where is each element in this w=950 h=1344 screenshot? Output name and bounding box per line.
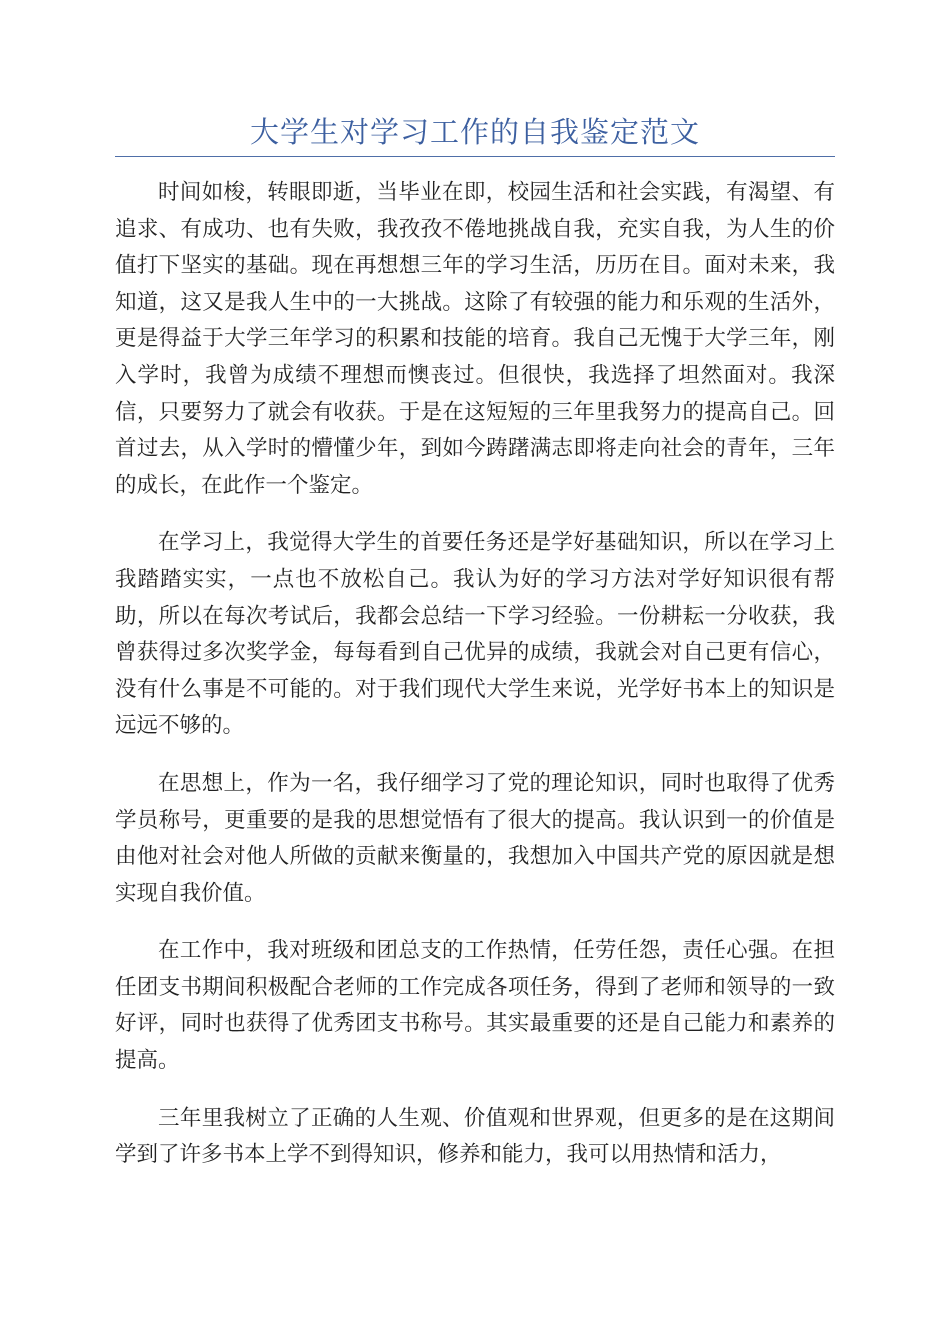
document-title: 大学生对学习工作的自我鉴定范文	[249, 115, 700, 149]
title-block	[115, 112, 835, 157]
document-body	[115, 175, 835, 1195]
paragraph-3: 在思想上，作为一名，我仔细学习了党的理论知识，同时也取得了优秀学员称号，更重要的是我的思想觉悟有了很大的提高。我认识到一的价值是由他对社会对他人所做的贡献来衡量的，我想加入中国共产党的原因就是想实现自我价值。	[115, 770, 835, 906]
paragraph-2: 在学习上，我觉得大学生的首要任务还是学好基础知识，所以在学习上我踏踏实实，一点也不放松自己。我认为好的学习方法对学好知识很有帮助，所以在每次考试后，我都会总结一下学习经验。一份耕耘一分收获，我曾获得过多次奖学金，每每看到自己优异的成绩，我就会对自己更有信心，没有什么事是不可能的。对于我们现代大学生来说，光学好书本上的知识是远远不够的。	[115, 530, 835, 739]
paragraph-4: 在工作中，我对班级和团总支的工作热情，任劳任怨，责任心强。在担任团支书期间积极配合老师的工作完成各项任务，得到了老师和领导的一致好评，同时也获得了优秀团支书称号。其实最重要的还是自己能力和素养的提高。	[115, 938, 835, 1074]
paragraph-1: 时间如梭，转眼即逝，当毕业在即，校园生活和社会实践，有渴望、有追求、有成功、也有失败，我孜孜不倦地挑战自我，充实自我，为人生的价值打下坚实的基础。现在再想想三年的学习生活，历历在目。面对未来，我知道，这又是我人生中的一大挑战。这除了有较强的能力和乐观的生活外，更是得益于大学三年学习的积累和技能的培育。我自己无愧于大学三年，刚入学时，我曾为成绩不理想而懊丧过。但很快，我选择了坦然面对。我深信，只要努力了就会有收获。于是在这短短的三年里我努力的提高自己。回首过去，从入学时的懵懂少年，到如今踌躇满志即将走向社会的青年，三年的成长，在此作一个鉴定。	[115, 180, 835, 498]
paragraph-5: 三年里我树立了正确的人生观、价值观和世界观，但更多的是在这期间学到了许多书本上学不到得知识，修养和能力，我可以用热情和活力，	[115, 1105, 835, 1168]
